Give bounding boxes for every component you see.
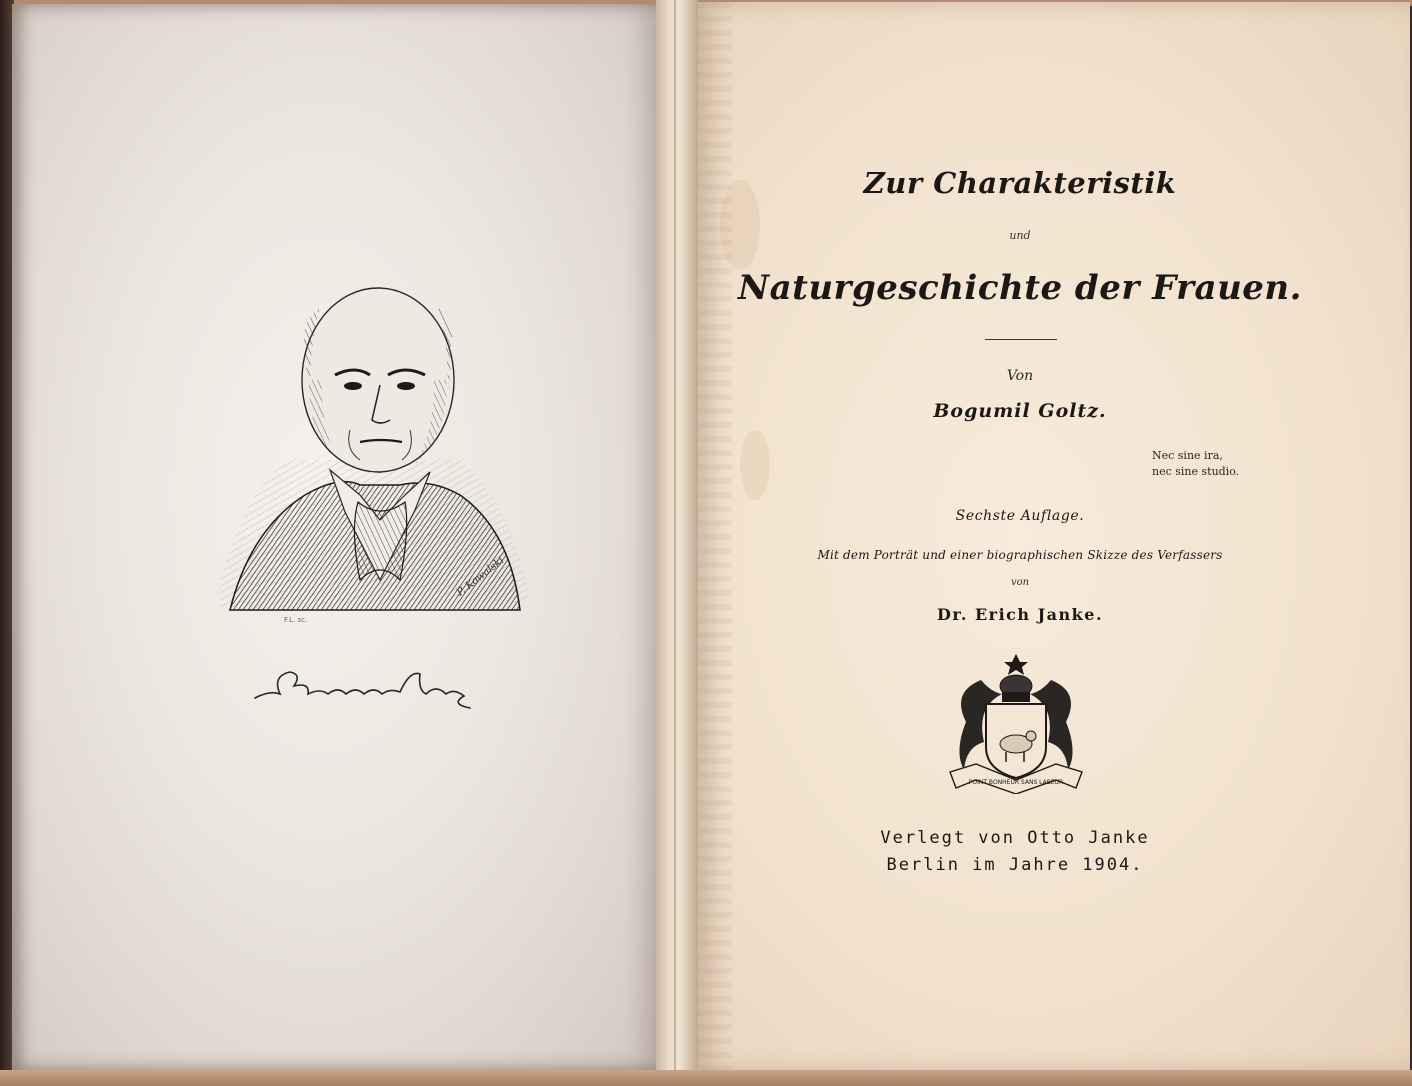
paper-stain xyxy=(740,430,770,500)
title-connector: und xyxy=(1009,229,1031,242)
cover-edge-bottom xyxy=(0,1070,1412,1086)
title-divider xyxy=(985,339,1057,340)
by-label-2: von xyxy=(1010,577,1030,588)
emblem-motto: POINT BONHEUR SANS LABEUR xyxy=(968,779,1064,786)
publisher-line-2: Berlin im Jahre 1904. xyxy=(886,855,1144,875)
title-line-2: Naturgeschichte der Frauen. xyxy=(738,268,1302,308)
author-name: Bogumil Goltz. xyxy=(933,400,1107,422)
portrait-engraving xyxy=(210,280,540,630)
motto-line-2: nec sine studio. xyxy=(1152,465,1240,478)
paper-stain xyxy=(720,180,760,270)
editor-name: Dr. Erich Janke. xyxy=(936,605,1104,624)
book-gutter xyxy=(656,0,698,1086)
edition-label: Sechste Auflage. xyxy=(955,508,1085,524)
by-label: Von xyxy=(1006,368,1034,384)
engraver-credit-left: F.L. sc. xyxy=(284,616,308,624)
portrait-note: Mit dem Porträt und einer biographischen Skizze des Verfassers xyxy=(817,548,1223,562)
author-signature xyxy=(250,664,480,710)
title-page xyxy=(698,2,1410,1070)
publisher-line-1: Verlegt von Otto Janke xyxy=(880,828,1150,848)
title-line-1: Zur Charakteristik xyxy=(863,166,1177,200)
motto-line-1: Nec sine ira, xyxy=(1152,449,1223,462)
engraver-credit-right: P. Kowalski xyxy=(455,555,507,599)
publisher-emblem xyxy=(946,652,1086,794)
